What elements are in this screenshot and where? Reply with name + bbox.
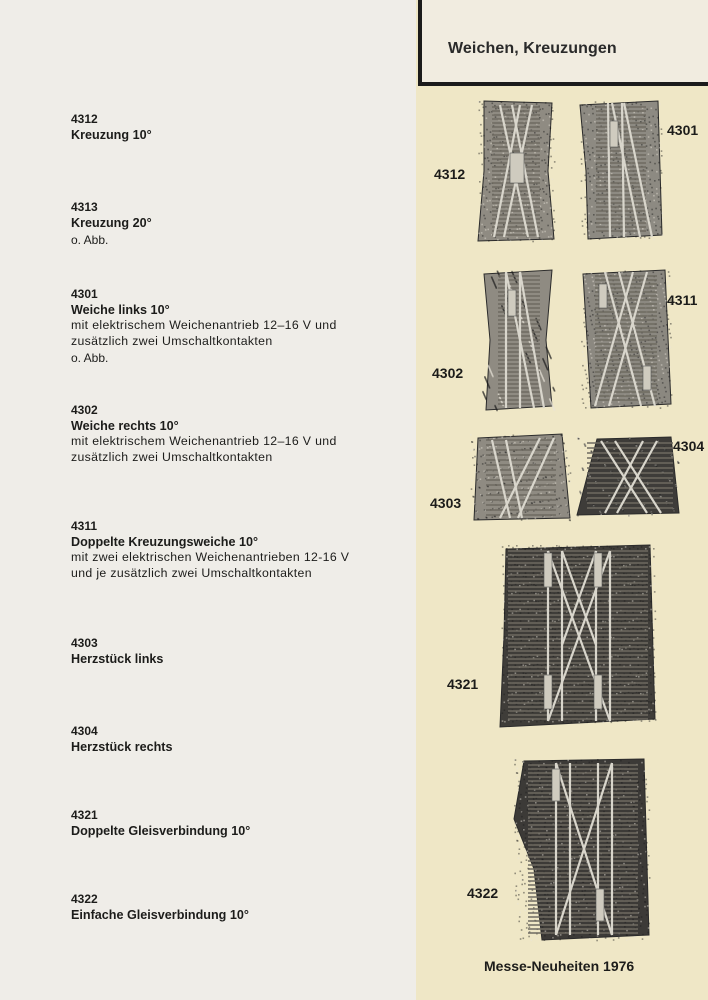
photo-label-4302: 4302 [432,365,464,381]
entry-name: Herzstück links [71,651,164,666]
entry-number: 4312 [71,112,98,126]
photo-label-4312: 4312 [434,166,466,182]
entry-4304 [71,724,411,755]
entry-name: Weiche links 10° [71,302,170,317]
entry-4312 [71,112,411,143]
entry-desc-line: zusätzlich zwei Umschaltkontakten [71,449,273,464]
track-photo-4301 [580,101,662,239]
entry-desc-line: mit zwei elektrischen Weichenantrieben 12-16 V [71,550,350,564]
photo-label-4303: 4303 [430,495,462,511]
entry-name: Einfache Gleisverbindung 10° [71,907,249,922]
photo-label-4322: 4322 [467,885,499,901]
track-photo-4322 [514,759,649,940]
section-header [418,0,708,86]
entry-number: 4304 [71,724,98,738]
entry-name: Doppelte Gleisverbindung 10° [71,823,251,838]
entry-desc-line: mit elektrischem Weichenantrieb 12–16 V und [71,434,337,448]
track-photo-4312 [478,101,554,241]
entry-4302 [71,403,411,465]
entry-4303 [71,636,411,667]
entry-4301 [71,287,411,367]
entry-note: o. Abb. [71,233,109,247]
footer-caption: Messe-Neuheiten 1976 [484,958,635,974]
entry-number: 4313 [71,200,98,214]
track-photo-4303 [470,434,570,520]
photo-label-4304: 4304 [673,438,705,454]
entry-number: 4302 [71,403,98,417]
entry-name: Weiche rechts 10° [71,418,179,433]
entry-number: 4322 [71,892,98,906]
photo-label-4321: 4321 [447,676,479,692]
entry-desc-line: mit elektrischem Weichenantrieb 12–16 V und [71,318,337,332]
photo-label-4301: 4301 [667,122,699,138]
entry-name: Kreuzung 10° [71,127,152,142]
track-photo-4321 [500,545,655,727]
entry-number: 4321 [71,808,98,822]
entry-number: 4303 [71,636,98,650]
track-photo-4302 [482,270,554,410]
track-photo-4304 [577,437,679,515]
entry-4322 [71,892,411,923]
entry-desc-line: zusätzlich zwei Umschaltkontakten [71,333,273,348]
entry-note: o. Abb. [71,351,109,365]
entry-4311 [71,519,411,581]
entry-number: 4301 [71,287,98,301]
entry-desc-line: und je zusätzlich zwei Umschaltkontakten [71,565,312,580]
entry-number: 4311 [71,519,98,533]
section-title: Weichen, Kreuzungen [448,40,617,57]
entry-name: Kreuzung 20° [71,215,152,230]
track-photo-4311 [581,270,671,408]
entry-name: Herzstück rechts [71,739,173,754]
entry-4321 [71,808,411,839]
entry-4313 [71,200,411,249]
photo-label-4311: 4311 [667,292,698,308]
entry-name: Doppelte Kreuzungsweiche 10° [71,534,258,549]
